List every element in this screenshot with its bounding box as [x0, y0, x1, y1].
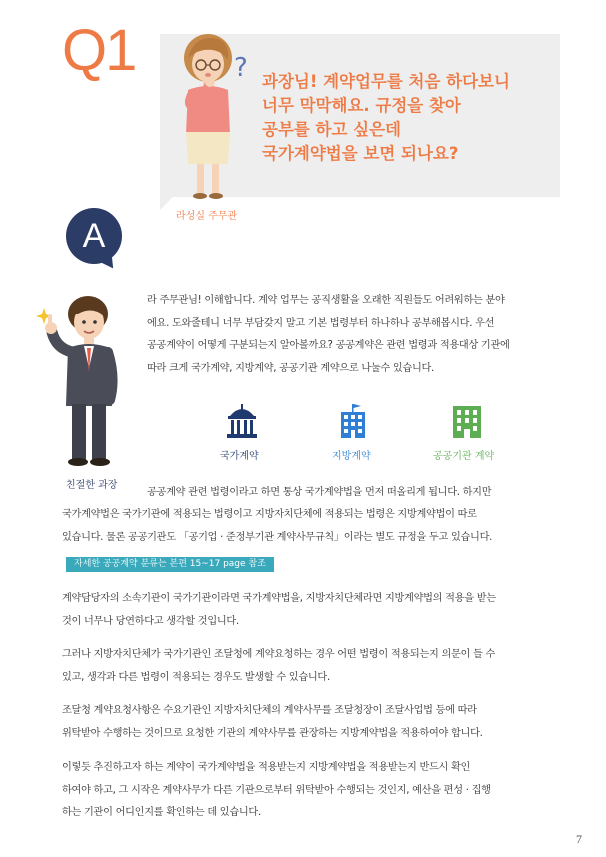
body-line: 하여야 하고, 그 시작은 계약사무가 다른 기관으로부터 위탁받아 수행되는 것인지, 예산을 편성 · 집행 [62, 784, 491, 796]
law-line: 국가계약법은 국가기관에 적용되는 법령이고 지방자치단체에 적용되는 법령은 지방계약법이 따로 [62, 509, 477, 520]
male-manager-illustration [32, 288, 132, 478]
contract-type-label-public: 공공기관 계약 [433, 451, 495, 462]
body-line: 이렇듯 추진하고자 하는 계약이 국가계약법을 적용받는지 지방계약법을 적용받는지 반드시 확인 [62, 762, 471, 773]
answer-label: A [82, 217, 106, 255]
body-paragraph-1 [62, 588, 560, 633]
asker-caption: 라성실 주무관 [176, 211, 238, 222]
female-officer-illustration [170, 30, 260, 210]
question-text [262, 70, 552, 166]
question-mark-icon: ? [234, 53, 248, 83]
intro-line: 라 주무관님! 이해합니다. 계약 업무는 공직생활을 오래한 직원들도 어려워하는 분야 [147, 295, 505, 306]
intro-line: 에요. 도와줄테니 너무 부담갖지 말고 기본 법령부터 하나하나 공부해봅시다. 우선 [147, 317, 495, 329]
intro-paragraph [147, 290, 559, 380]
question-line: 너무 막막해요. 규정을 찾아 [262, 96, 461, 115]
body-paragraph-3 [62, 700, 560, 745]
public-institution-icon [447, 402, 487, 442]
law-paragraph-first-line: 공공계약 관련 법령이라고 하면 통상 국가계약법을 먼저 떠올리게 됩니다. 하지만 [147, 487, 492, 498]
reference-badge: 자세한 공공계약 분류는 본편 15~17 page 참조 [66, 557, 274, 572]
law-line: 있습니다. 물론 공공기관도 「공기업 · 준정부기관 계약사무규칙」이라는 별도 규정을 두고 있습니다. [62, 531, 493, 543]
body-line: 하는 기관이 어디인지를 확인하는 데 있습니다. [62, 807, 261, 818]
intro-line: 따라 크게 국가계약, 지방계약, 공공기관 계약으로 나눌수 있습니다. [147, 362, 434, 374]
question-number: Q1 [62, 18, 136, 83]
body-line: 위탁받아 수행하는 것이므로 요청한 기관의 계약사무를 관장하는 지방계약법을 적용하여야 합니다. [62, 727, 483, 739]
body-line: 계약담당자의 소속기관이 국가기관이라면 국가계약법을, 지방자치단체라면 지방계약법의 적용을 받는 [62, 593, 496, 604]
body-line: 것이 너무나 당연하다고 생각할 것입니다. [62, 615, 239, 627]
body-line: 그러나 지방자치단체가 국가기관인 조달청에 계약요청하는 경우 어떤 법령이 적용되는지 의문이 들 수 [62, 649, 496, 660]
body-line: 조달청 계약요청사항은 수요기관인 지방자치단체의 계약사무를 조달청장이 조달사업법 등에 따라 [62, 705, 477, 716]
question-line: 공부를 하고 싶은데 [262, 120, 402, 139]
page-number: 7 [576, 832, 582, 846]
answerer-caption: 친절한 과장 [66, 480, 118, 491]
body-paragraph-2 [62, 644, 560, 689]
government-building-icon [222, 402, 262, 442]
body-line: 있고, 생각과 다른 법령이 적용되는 경우도 발생할 수 있습니다. [62, 671, 330, 683]
law-paragraph [62, 504, 560, 549]
intro-line: 공공계약이 어떻게 구분되는지 알아볼까요? 공공계약은 관련 법령과 적용대상 기관에 [147, 340, 510, 351]
body-paragraph-4 [62, 757, 560, 825]
question-line: 국가계약법을 보면 되나요? [262, 144, 459, 163]
question-line: 과장님! 계약업무를 처음 하다보니 [262, 72, 510, 91]
office-building-icon [333, 402, 373, 442]
contract-type-label-local: 지방계약 [332, 451, 371, 462]
contract-type-label-national: 국가계약 [220, 451, 259, 462]
